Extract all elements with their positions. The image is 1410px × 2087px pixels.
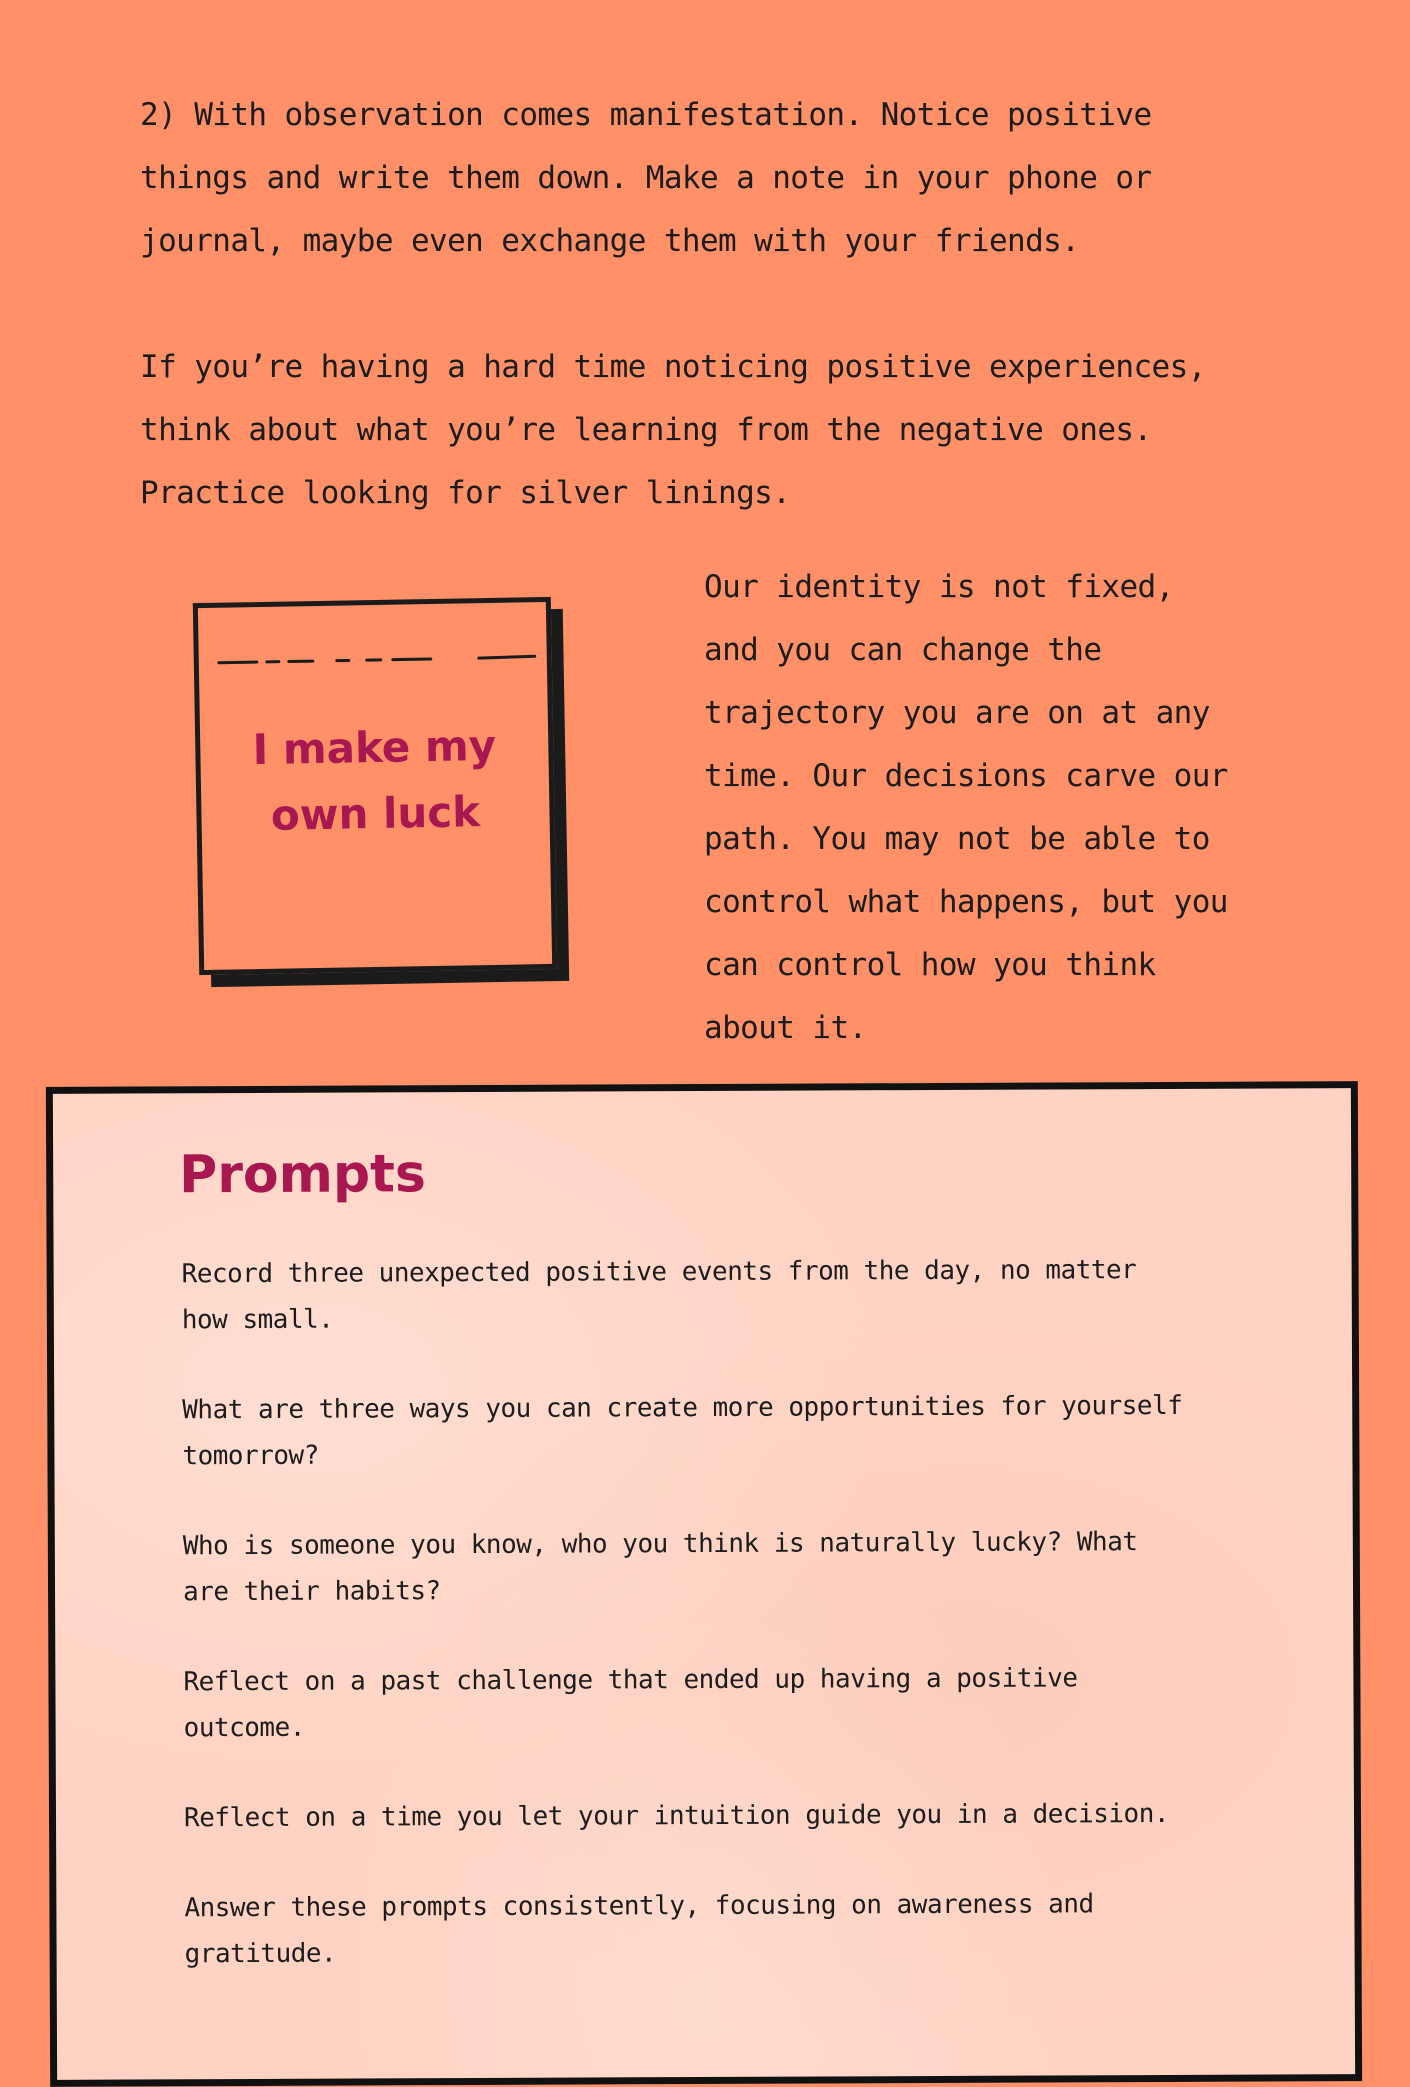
paragraph-line: about it. xyxy=(704,1010,867,1046)
paragraph-line: Our identity is not fixed, xyxy=(704,569,1174,605)
sticky-note-paper xyxy=(193,597,557,975)
paragraph-line: journal, maybe even exchange them with your friends. xyxy=(140,223,1080,259)
paragraph-line: Practice looking for silver linings. xyxy=(140,475,791,511)
prompt-item xyxy=(184,1881,1244,1978)
prompt-line: gratitude. xyxy=(184,1938,337,1970)
paragraph-line: path. You may not be able to xyxy=(704,821,1210,857)
prompt-item xyxy=(183,1655,1243,1752)
paragraph-line: 2) With observation comes manifestation. Notice positive xyxy=(140,97,1152,133)
prompt-item xyxy=(182,1383,1242,1480)
prompt-item xyxy=(183,1519,1243,1616)
prompt-line: tomorrow? xyxy=(182,1440,319,1472)
prompt-line: Reflect on a past challenge that ended up having a positive xyxy=(183,1663,1078,1698)
paragraph-line: can control how you think xyxy=(704,947,1156,983)
paragraph-line: and you can change the xyxy=(704,632,1102,668)
prompt-line: outcome. xyxy=(183,1712,305,1744)
prompt-line: Answer these prompts consistently, focusing on awareness and xyxy=(184,1889,1094,1924)
paragraph-line: trajectory you are on at any xyxy=(704,695,1210,731)
paragraph-identity xyxy=(704,556,1264,1060)
paragraph-line: think about what you’re learning from the negative ones. xyxy=(140,412,1152,448)
sticky-note xyxy=(196,600,572,988)
paragraph-line: time. Our decisions carve our xyxy=(704,758,1228,794)
paragraph-line: things and write them down. Make a note in your phone or xyxy=(140,160,1152,196)
prompts-card xyxy=(46,1081,1362,2087)
prompt-item xyxy=(182,1247,1242,1344)
sticky-note-line: own luck xyxy=(270,787,481,840)
prompt-line: What are three ways you can create more opportunities for yourself xyxy=(182,1390,1183,1426)
prompt-line: Reflect on a time you let your intuition guide you in a decision. xyxy=(183,1798,1170,1834)
prompt-item xyxy=(184,1791,1244,1842)
prompt-line: how small. xyxy=(181,1304,334,1336)
prompts-title: Prompts xyxy=(179,1144,427,1206)
prompt-line: Record three unexpected positive events from the day, no matter xyxy=(181,1255,1137,1290)
paragraph-observation xyxy=(140,84,1240,273)
prompt-line: are their habits? xyxy=(182,1576,441,1608)
tear-line-icon xyxy=(217,652,537,666)
paragraph-line: control what happens, but you xyxy=(704,884,1228,920)
sticky-note-text xyxy=(200,712,550,850)
prompt-line: Who is someone you know, who you think is naturally lucky? What xyxy=(182,1527,1138,1562)
paragraph-silver-linings xyxy=(140,336,1240,525)
paragraph-line: If you’re having a hard time noticing positive experiences, xyxy=(140,349,1206,385)
sticky-note-line: I make my xyxy=(252,720,497,775)
